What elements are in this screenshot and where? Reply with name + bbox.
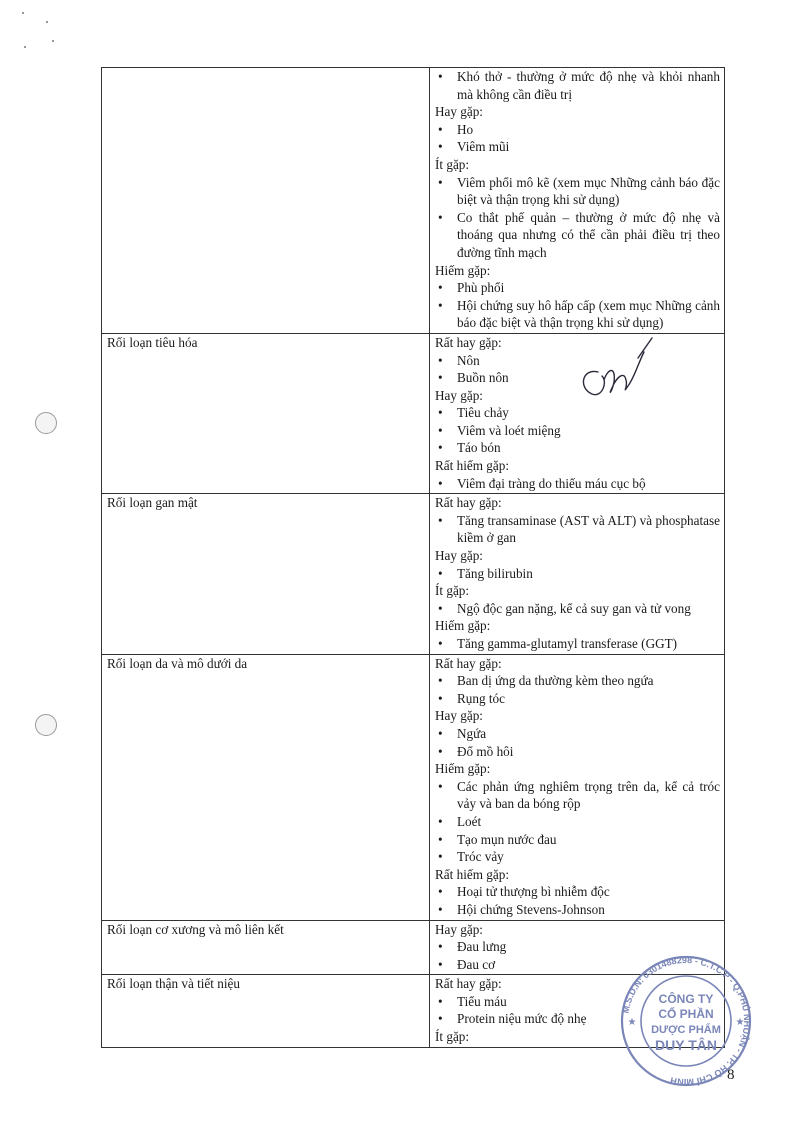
organ-system-cell: Rối loạn cơ xương và mô liên kết <box>102 920 430 975</box>
handwritten-initials <box>568 330 658 410</box>
list-item: • Loét <box>435 813 720 831</box>
table-row <box>102 68 725 334</box>
effects-cell <box>430 68 725 334</box>
list-item: • Tăng gamma-glutamyl transferase (GGT) <box>435 635 720 653</box>
stamp-line: DƯỢC PHẨM <box>651 1024 721 1036</box>
list-item: • Phù phổi <box>435 279 720 297</box>
punch-hole <box>35 714 57 736</box>
frequency-label: Rất hiếm gặp: <box>435 866 509 882</box>
frequency-label: Hiếm gặp: <box>435 761 491 777</box>
frequency-label: Hiếm gặp: <box>435 618 491 634</box>
scan-speck <box>24 46 26 48</box>
effect-list <box>435 404 720 457</box>
effect-list <box>435 635 720 653</box>
effects-cell <box>430 494 725 654</box>
page-number: 8 <box>727 1067 735 1083</box>
list-item: • Ho <box>435 121 720 139</box>
side-effects-table <box>101 67 725 1048</box>
list-item: • Ban dị ứng da thường kèm theo ngứa <box>435 672 720 690</box>
stamp-star-icon: ★ <box>627 1017 637 1028</box>
effects-cell <box>430 654 725 920</box>
list-item: • Rụng tóc <box>435 690 720 708</box>
frequency-label: Rất hay gặp: <box>435 495 502 511</box>
frequency-label: Hiếm gặp: <box>435 262 491 278</box>
list-item: • Tăng transaminase (AST và ALT) và phosphatase kiềm ở gan <box>435 512 720 547</box>
stamp-line: CỔ PHẦN <box>658 1007 714 1021</box>
list-item: • Co thắt phế quản – thường ở mức độ nhẹ và thoáng qua nhưng có thể cần phải điều trị theo đường tĩnh mạch <box>435 209 720 262</box>
list-item: • Đổ mồ hôi <box>435 743 720 761</box>
frequency-label: Ít gặp: <box>435 583 470 599</box>
effect-list <box>435 174 720 262</box>
table-row <box>102 494 725 654</box>
stamp-line: CÔNG TY <box>658 992 714 1006</box>
effect-list <box>435 121 720 156</box>
effect-list <box>435 725 720 760</box>
list-item: • Ngứa <box>435 725 720 743</box>
list-item: • Viêm đại tràng do thiếu máu cục bộ <box>435 475 720 493</box>
effect-list <box>435 883 720 918</box>
list-item: • Protein niệu mức độ nhẹ <box>435 1010 720 1028</box>
list-item: • Hội chứng suy hô hấp cấp (xem mục Những cảnh báo đặc biệt và thận trọng khi sử dụng) <box>435 297 720 332</box>
scan-speck <box>46 21 48 23</box>
list-item: • Buồn nôn <box>435 369 720 387</box>
effect-list <box>435 600 720 618</box>
frequency-label: Hay gặp: <box>435 104 483 120</box>
effect-list <box>435 279 720 332</box>
frequency-label: Hay gặp: <box>435 387 483 403</box>
organ-system-cell <box>102 68 430 334</box>
list-item: • Tróc vảy <box>435 848 720 866</box>
scan-speck <box>22 12 24 14</box>
scan-speck <box>52 40 54 42</box>
frequency-label: Rất hay gặp: <box>435 976 502 992</box>
list-item: • Tạo mụn nước đau <box>435 831 720 849</box>
table-row <box>102 654 725 920</box>
frequency-label: Ít gặp: <box>435 1029 470 1045</box>
effect-list <box>435 475 720 493</box>
frequency-label: Hay gặp: <box>435 548 483 564</box>
list-item: • Đau lưng <box>435 938 720 956</box>
effect-list <box>435 672 720 707</box>
frequency-label: Rất hay gặp: <box>435 334 502 350</box>
list-item: • Ngộ độc gan nặng, kể cả suy gan và tử vong <box>435 600 720 618</box>
effect-list <box>435 778 720 866</box>
organ-system-cell: Rối loạn gan mật <box>102 494 430 654</box>
organ-system-cell: Rối loạn thận và tiết niệu <box>102 975 430 1047</box>
list-item: • Tiêu chảy <box>435 404 720 422</box>
frequency-label: Hay gặp: <box>435 708 483 724</box>
effect-list <box>435 512 720 547</box>
list-item: • Các phản ứng nghiêm trọng trên da, kể cả tróc vảy và ban da bóng rộp <box>435 778 720 813</box>
frequency-label: Rất hiếm gặp: <box>435 458 509 474</box>
frequency-label: Rất hay gặp: <box>435 655 502 671</box>
frequency-label: Hay gặp: <box>435 921 483 937</box>
list-item: • Viêm mũi <box>435 138 720 156</box>
list-item: • Viêm phổi mô kẽ (xem mục Những cảnh báo đặc biệt và thận trọng khi sử dụng) <box>435 174 720 209</box>
list-item: • Hoại tử thượng bì nhiễm độc <box>435 883 720 901</box>
stamp-line: DUY TÂN <box>655 1037 717 1053</box>
list-item: • Viêm và loét miệng <box>435 422 720 440</box>
effect-list <box>435 68 720 103</box>
list-item: • Nôn <box>435 352 720 370</box>
side-effects-table-body <box>102 68 725 1048</box>
frequency-label: Ít gặp: <box>435 156 470 172</box>
punch-hole <box>35 412 57 434</box>
list-item: • Đau cơ <box>435 956 720 974</box>
list-item: • Tăng bilirubin <box>435 565 720 583</box>
organ-system-cell: Rối loạn da và mô dưới da <box>102 654 430 920</box>
list-item: • Hội chứng Stevens-Johnson <box>435 901 720 919</box>
effect-list <box>435 565 720 583</box>
list-item: • Khó thở - thường ở mức độ nhẹ và khỏi nhanh mà không cần điều trị <box>435 68 720 103</box>
stamp-ring-text: M.S.D.N: 0301488298 - C.T.C.P - Q.PHÚ NHUẬN - TP. HỒ CHÍ MINH <box>620 955 753 1087</box>
list-item: • Tiểu máu <box>435 993 720 1011</box>
stamp-star-icon: ★ <box>735 1017 745 1028</box>
organ-system-cell: Rối loạn tiêu hóa <box>102 333 430 493</box>
company-stamp <box>616 955 756 1087</box>
list-item: • Táo bón <box>435 439 720 457</box>
